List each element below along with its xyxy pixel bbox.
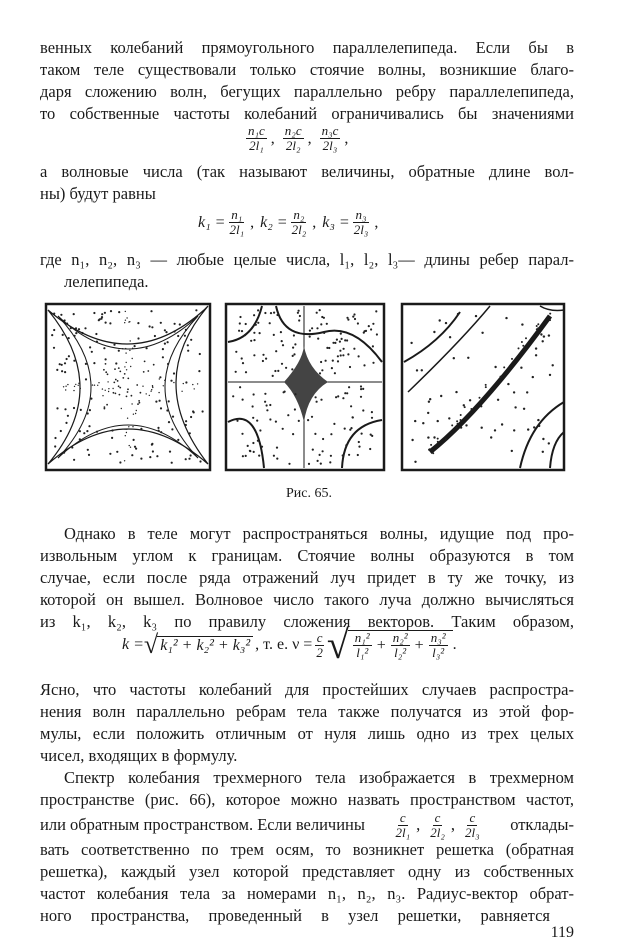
frac-den: 2l₁: [229, 222, 245, 237]
text-line: чисел, входящих в формулу.: [40, 746, 238, 765]
text-line: ного пространства, проведенный в узел решетки, равняется: [40, 906, 550, 925]
page-number: 119: [550, 924, 574, 941]
text-line-inline-fractions: или обратным пространством. Если величины $\frac{c}{\text{2l₁}}$ , $\frac{c}{\text{2l₂}}$ , $\frac{c}{\text{2l₃}}$ отклады-: [40, 809, 574, 840]
formula-lhs: k₂ =: [260, 213, 288, 231]
frac-num: c: [399, 809, 406, 825]
frac-num: n₂c: [284, 123, 302, 138]
formula-mid: , т. е. ν =: [255, 636, 313, 653]
frac-num: n₂²: [392, 630, 408, 645]
text-line: то собственные частоты колебаний ограничивались бы значениями: [40, 104, 574, 123]
frac-den: 2l₁: [249, 138, 264, 153]
formula-lhs: k₃ =: [322, 213, 350, 231]
text-line: Ясно, что частоты колебаний для простейших случаев распростра-: [40, 680, 574, 699]
frac-den: 2: [316, 644, 323, 660]
text-line: которой он вышел. Волновое число такого луча должно вычисляться: [40, 590, 574, 609]
text-line: мулы, если положить отличным от нуля лишь одно из трех целых: [40, 724, 574, 743]
frac-num: n₂: [293, 207, 305, 222]
formula-frequencies: $\frac{\text{n₁c}}{\text{2l₁}}$ , $\frac{\text{n₂c}}{\text{2l₂}}$ , $\frac{\text{n₃c}}{\text{2l₃}}$ ,: [248, 123, 349, 153]
text-line: случае, если после ряда отражений луч придет в ту же точку, из: [40, 568, 574, 587]
text-line: а волновые числа (так называют величины, обратные длине вол-: [40, 162, 574, 181]
frac-den: 2l₃: [322, 138, 338, 153]
frac-den: 2l₃: [465, 824, 480, 840]
frac-num: c: [316, 629, 323, 645]
frac-num: n₃: [355, 207, 367, 222]
text-line: где n₁, n₂, n₃ — любые целые числа, l₁, l₂, l₃— длины ребер парал-: [40, 250, 574, 269]
frac-num: n₁²: [354, 630, 370, 645]
figure-65: [44, 302, 574, 472]
text-line: из k₁, k₂, k₃ по правилу сложения векторов. Таким образом,: [40, 612, 574, 631]
text-line: ны) будут равны: [40, 184, 156, 203]
figure-caption: Рис. 65.: [286, 486, 332, 501]
text-line: вать соответственно по трем осям, то возникнет решетка (обратная: [40, 840, 574, 859]
inline-text: или обратным пространством. Если величины: [40, 815, 365, 834]
formula-radicand: k₁² + k₂² + k₃²: [157, 636, 253, 655]
formula-lhs: k =: [122, 636, 144, 653]
frac-den: l₂²: [394, 645, 407, 660]
frac-den: 2l₂: [430, 824, 445, 840]
text-line: Однако в теле могут распространяться волны, идущие под про-: [64, 524, 574, 543]
text-line: лелепипеда.: [64, 272, 149, 291]
frac-num: c: [434, 809, 441, 825]
frac-den: l₁²: [356, 645, 369, 660]
frac-num: n₃c: [321, 123, 339, 138]
text-line: Спектр колебания трехмерного тела изображается в трехмерном: [64, 768, 574, 787]
text-line: частот колебания тела за номерами n₁, n₂, n₃. Радиус-вектор обрат-: [40, 884, 574, 903]
chladni-pattern-1: [44, 302, 212, 472]
text-line: нения волн параллельно ребрам тела также получатся из этой фор-: [40, 702, 574, 721]
inline-text: отклады-: [510, 815, 574, 834]
frac-den: l₃²: [432, 645, 445, 660]
chladni-pattern-3: [400, 302, 566, 472]
text-line: таком теле существовали только стоячие волны, возникшие благо-: [40, 60, 574, 79]
text-line: решетка), каждый узел которой представляет одну из собственных: [40, 862, 574, 881]
frac-den: 2l₁: [395, 824, 411, 840]
formula-wavenumbers: k₁ = $\frac{\text{n₁}}{\text{2l₁}}$ , k₂ = $\frac{\text{n₂}}{\text{2l₂}}$ , k₃ = $\frac{\text{n₃}}{\text{2l₃}}$ ,: [198, 207, 379, 237]
frac-num: n₃²: [430, 630, 446, 645]
formula-total-wavenumber: k = √ k₁² + k₂² + k₃² , т. е. ν = $\frac{c}{2}$ √ $\frac{\text{n₁²}}{\text{l₁²}}$ + $\frac{\text{n₂²}}{\text{l₂²}}$ + $\frac{\text{n₃²}}{\text{l₃²}}$ .: [122, 622, 457, 667]
frac-num: n₁c: [248, 123, 265, 138]
frac-den: 2l₂: [291, 222, 307, 237]
text-line: пространстве (рис. 66), которое можно назвать пространством частот,: [40, 790, 574, 809]
text-line: даря сложению волн, бегущих параллельно ребру параллелепипеда,: [40, 82, 574, 101]
text-line: извольным углом к границам. Стоячие волны образуются в том: [40, 546, 574, 565]
frac-den: 2l₃: [353, 222, 369, 237]
text-line: венных колебаний прямоугольного параллелепипеда. Если бы в: [40, 38, 574, 57]
frac-num: c: [469, 809, 476, 825]
formula-lhs: k₁ =: [198, 213, 226, 231]
frac-num: n₁: [231, 207, 243, 222]
chladni-pattern-2: [224, 302, 386, 472]
frac-den: 2l₂: [285, 138, 301, 153]
